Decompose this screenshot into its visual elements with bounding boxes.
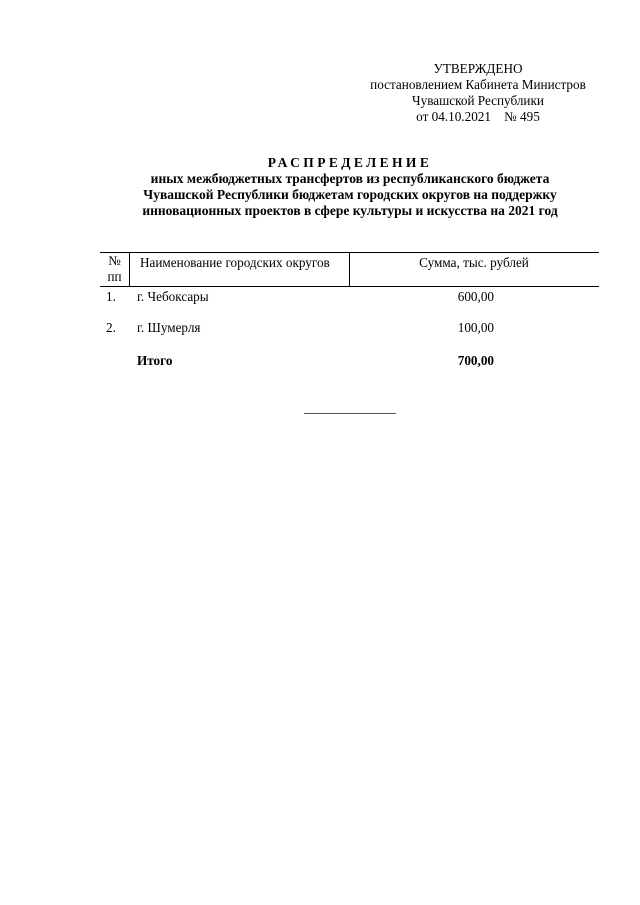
approval-republic: Чувашской Республики — [412, 93, 544, 108]
document-subtitle-line-1: иных межбюджетных трансфертов из республиканского бюджета — [150, 171, 550, 186]
row-district: г. Шумерля — [137, 320, 201, 335]
document-heading — [90, 154, 610, 219]
row-district: г. Чебоксары — [137, 289, 209, 304]
end-divider — [304, 413, 396, 414]
approval-date-number: от 04.10.2021 № 495 — [416, 109, 540, 124]
document-subtitle-line-3: инновационных проектов в сфере культуры и искусства на 2021 год — [142, 203, 558, 218]
total-sum: 700,00 — [457, 353, 494, 368]
approval-issuer: постановлением Кабинета Министров — [370, 77, 586, 92]
approval-label: УТВЕРЖДЕНО — [433, 61, 523, 76]
row-number: 1. — [106, 289, 116, 304]
header-number: № пп — [107, 253, 122, 284]
header-district-name: Наименование городских округов — [140, 255, 330, 270]
header-sum: Сумма, тыс. рублей — [419, 255, 529, 270]
document-subtitle-line-2: Чувашской Республики бюджетам городских округов на поддержку — [143, 187, 557, 202]
document-title: РАСПРЕДЕЛЕНИЕ — [267, 155, 433, 170]
total-label: Итого — [137, 353, 173, 368]
row-sum: 600,00 — [457, 289, 494, 304]
approval-block — [330, 61, 626, 125]
row-number: 2. — [106, 320, 116, 335]
row-sum: 100,00 — [457, 320, 494, 335]
header-divider-1 — [129, 252, 130, 287]
